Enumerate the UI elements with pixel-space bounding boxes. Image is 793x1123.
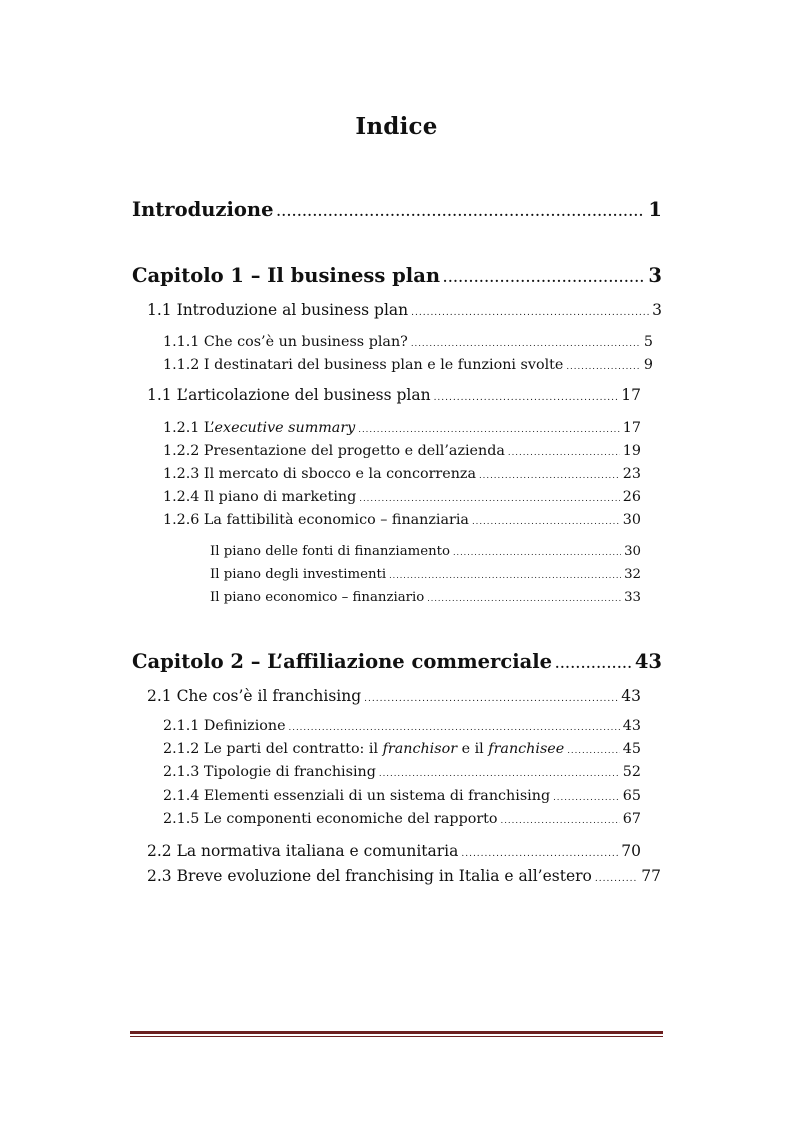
toc-leader-dots (434, 393, 619, 403)
toc-entry-piano-economico[interactable] (210, 590, 641, 605)
toc-entry-title-prefix: 1.2.1 L’ (163, 420, 215, 436)
toc-page-number: 9 (643, 357, 653, 373)
toc-entry-title-middle: e il (457, 741, 489, 757)
toc-entry-2-1-4[interactable] (163, 788, 641, 804)
toc-entry-2-1-5[interactable] (163, 811, 641, 827)
toc-entry-capitolo-1[interactable] (132, 264, 662, 287)
toc-leader-dots (427, 594, 621, 603)
toc-leader-dots (472, 517, 620, 527)
toc-entry-title: Capitolo 1 – Il business plan (132, 264, 441, 287)
toc-leader-dots (461, 849, 618, 859)
page-title: Indice (355, 113, 438, 140)
toc-entry-title: Introduzione (132, 198, 274, 221)
toc-leader-dots (501, 816, 620, 826)
toc-entry-title: 2.1.3 Tipologie di franchising (163, 764, 376, 780)
toc-entry-title: 1.2.3 Il mercato di sbocco e la concorrenza (163, 466, 476, 482)
toc-leader-dots (411, 339, 641, 349)
toc-entry-1-1-2[interactable] (163, 357, 653, 373)
toc-leader-dots (555, 657, 632, 671)
toc-page-number: 3 (648, 264, 662, 287)
toc-leader-dots (567, 746, 620, 756)
toc-leader-dots (364, 694, 618, 704)
toc-entry-1-2-6[interactable] (163, 512, 641, 528)
toc-entry-title (163, 741, 564, 757)
toc-page-number: 70 (621, 842, 641, 860)
toc-page-number: 45 (622, 741, 641, 757)
toc-entry-title: 2.1.5 Le componenti economiche del rapporto (163, 811, 498, 827)
toc-page-number: 30 (622, 512, 641, 528)
toc-page-number: 17 (622, 420, 641, 436)
toc-entry-2-2[interactable] (147, 842, 641, 860)
toc-page-number: 65 (622, 788, 641, 804)
toc-entry-title: Il piano degli investimenti (210, 567, 387, 582)
toc-entry-title: 2.1.1 Definizione (163, 718, 286, 734)
toc-leader-dots (359, 494, 620, 504)
toc-entry-introduzione[interactable] (132, 198, 662, 221)
toc-entry-1-1[interactable] (147, 301, 662, 319)
toc-entry-1-2-1[interactable] (163, 420, 641, 436)
toc-entry-2-1[interactable] (147, 687, 641, 705)
toc-entry-title: 2.1 Che cos’è il franchising (147, 687, 362, 705)
toc-entry-title: 2.2 La normativa italiana e comunitaria (147, 842, 459, 860)
toc-page-number: 5 (643, 334, 653, 350)
toc-entry-title: 1.2.4 Il piano di marketing (163, 489, 357, 505)
toc-page-number: 43 (634, 650, 662, 673)
toc-entry-title: 1.1.1 Che cos’è un business plan? (163, 334, 408, 350)
toc-entry-title (163, 420, 355, 436)
toc-entry-title: 1.1 Introduzione al business plan (147, 301, 409, 319)
toc-entry-2-1-3[interactable] (163, 764, 641, 780)
toc-leader-dots (443, 271, 645, 285)
toc-entry-title: 1.1.2 I destinatari del business plan e le funzioni svolte (163, 357, 564, 373)
toc-page-number: 23 (622, 466, 641, 482)
toc-leader-dots (479, 471, 620, 481)
toc-entry-1-1-1[interactable] (163, 334, 653, 350)
toc-page-number: 67 (622, 811, 641, 827)
toc-leader-dots (453, 548, 621, 557)
toc-entry-1-2-2[interactable] (163, 443, 641, 459)
toc-page-number: 26 (622, 489, 641, 505)
toc-entry-title: Il piano economico – finanziario (210, 590, 425, 605)
toc-page-number: 19 (622, 443, 641, 459)
toc-leader-dots (379, 769, 620, 779)
toc-entry-title-italic-2: franchisee (488, 741, 565, 757)
toc-entry-fonti-finanziamento[interactable] (210, 544, 641, 559)
toc-page-number: 43 (621, 687, 641, 705)
toc-entry-capitolo-2[interactable] (132, 650, 662, 673)
toc-leader-dots (595, 874, 638, 884)
toc-page-number: 1 (648, 198, 662, 221)
toc-entry-title-italic: franchisor (382, 741, 458, 757)
toc-leader-dots (411, 308, 649, 318)
toc-entry-title: 2.1.4 Elementi essenziali di un sistema di franchising (163, 788, 551, 804)
toc-entry-2-1-1[interactable] (163, 718, 641, 734)
toc-leader-dots (508, 448, 620, 458)
toc-page-number: 32 (624, 567, 641, 582)
toc-leader-dots (553, 793, 620, 803)
toc-page-number: 43 (622, 718, 641, 734)
toc-leader-dots (566, 362, 641, 372)
toc-leader-dots (276, 205, 645, 219)
toc-entry-title-prefix: 2.1.2 Le parti del contratto: il (163, 741, 383, 757)
toc-page-number: 33 (624, 590, 641, 605)
toc-page-number: 3 (652, 301, 662, 319)
toc-entry-title: Il piano delle fonti di finanziamento (210, 544, 451, 559)
toc-entry-2-3[interactable] (147, 867, 661, 885)
toc-entry-1-2-4[interactable] (163, 489, 641, 505)
toc-page-number: 30 (624, 544, 641, 559)
toc-page-number: 52 (622, 764, 641, 780)
toc-leader-dots (358, 425, 620, 435)
toc-entry-2-1-2[interactable] (163, 741, 641, 757)
toc-entry-title: 2.3 Breve evoluzione del franchising in Italia e all’estero (147, 867, 592, 885)
toc-page-number: 17 (621, 386, 641, 404)
toc-entry-title: 1.2.6 La fattibilità economico – finanziaria (163, 512, 469, 528)
toc-entry-title: 1.2.2 Presentazione del progetto e dell’azienda (163, 443, 505, 459)
toc-entry-1-2[interactable] (147, 386, 641, 404)
toc-page-number: 77 (641, 867, 661, 885)
toc-leader-dots (389, 571, 621, 580)
toc-leader-dots (289, 723, 620, 733)
toc-entry-title: 1.1 L’articolazione del business plan (147, 386, 431, 404)
toc-entry-title-italic: executive summary (214, 420, 356, 436)
toc-entry-title: Capitolo 2 – L’affiliazione commerciale (132, 650, 553, 673)
footer-rule (130, 1031, 663, 1037)
toc-entry-piano-investimenti[interactable] (210, 567, 641, 582)
toc-entry-1-2-3[interactable] (163, 466, 641, 482)
